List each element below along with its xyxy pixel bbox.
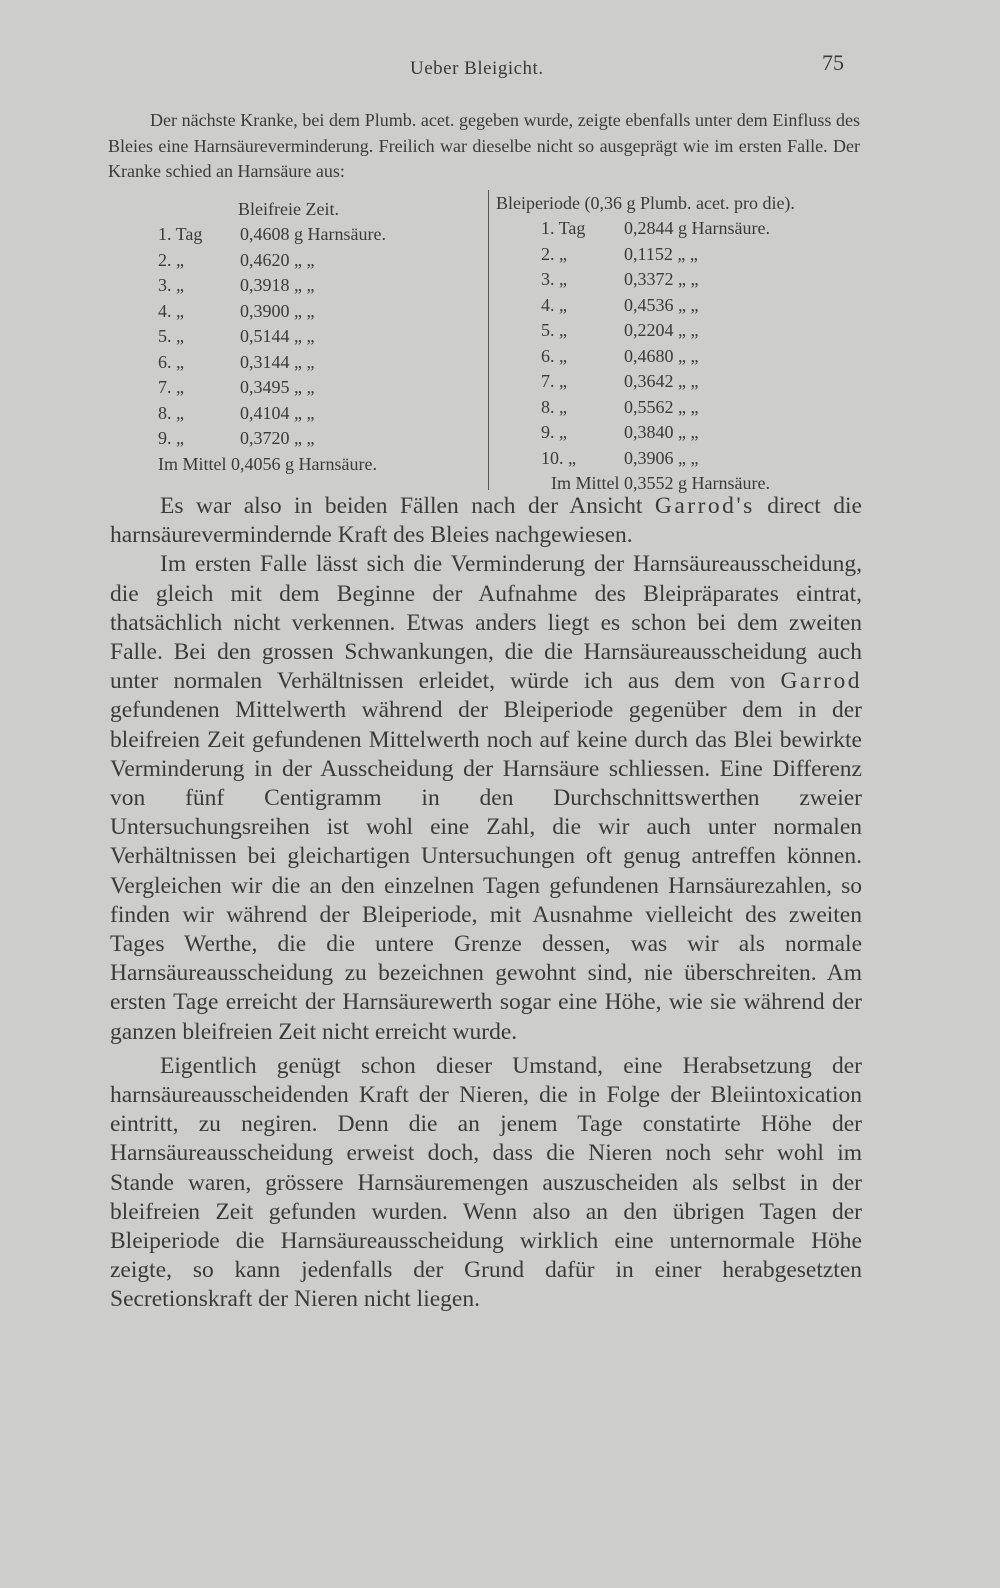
lead-free-column [158,196,488,477]
day-value: 0,1152 „ „ [624,243,698,264]
table-row [158,248,488,274]
lead-period-heading: Bleiperiode (0,36 g Plumb. acet. pro die). [496,193,795,213]
text-run: Es war also in beiden Fällen nach der Ansicht [160,493,655,519]
text-run: direct die harnsäurevermindernde Kraft des Bleies nachgewiesen. [110,493,862,549]
day-label: 1. Tag [541,218,586,238]
day-value: 0,3372 „ „ [624,269,699,289]
day-label: 6. „ [541,345,567,366]
day-label: 7. „ [541,371,567,391]
table-row [496,216,876,242]
lead-free-heading: Bleifreie Zeit. [238,199,339,219]
day-value: 0,4536 „ „ [624,294,699,315]
day-value: 0,2204 „ „ [624,320,699,340]
day-value: 0,3495 „ „ [240,377,315,397]
day-value: 0,3144 „ „ [240,351,315,372]
page-number: 75 [822,50,844,75]
day-value: 0,3840 „ „ [624,422,699,442]
day-value: 0,3720 „ „ [240,428,315,448]
day-label: 4. „ [541,294,567,315]
table-row [496,293,876,319]
table-row [158,299,488,325]
table-row [496,267,876,293]
day-label: 3. „ [541,269,567,289]
lead-period-mean: Im Mittel 0,3552 g Harnsäure. [551,473,770,493]
day-value: 0,4620 „ „ [240,249,315,270]
table-row [158,350,488,376]
text-run: Im ersten Falle lässt sich die Verminderung der Harnsäureausscheidung, die gleich mit dem Beginne der Aufnahme des Bleipräparates eintrat, thatsächlich nicht verkennen. Etwas anders liegt es schon bei dem zweiten Falle. Bei den grossen Schwankungen, die die Harnsäureausscheidung auch unter normalen Verhältnissen erleidet, würde ich aus dem von [110,551,862,695]
table-row [158,273,488,299]
table-row [158,222,488,248]
day-label: 5. „ [541,320,567,340]
paragraph-final: Eigentlich genügt schon dieser Umstand, eine Herabsetzung der harnsäureausscheidenden Kraft der Nieren, die in Folge der Bleiintoxication eintritt, zu negiren. Denn die an jenem Tage constatirte Höhe der Harnsäureausscheidung erweist doch, dass die Nieren noch sehr wohl im Stande waren, grössere Harnsäuremengen auszuscheiden als selbst in der bleifreien Zeit gefunden wurden. Wenn also an den übrigen Tagen der Bleiperiode die Harnsäureausscheidung wirklich eine unternormale Höhe zeigte, so kann jedenfalls der Grund dafür in einer herabgesetzten Secretionskraft der Nieren nicht liegen. [110,1052,862,1313]
table-row [496,242,876,268]
table-row [496,420,876,446]
intro-text: Der nächste Kranke, bei dem Plumb. acet. gegeben wurde, zeigte ebenfalls unter dem Einfluss des Bleies eine Harnsäureverminderung. Freilich war dieselbe nicht so ausgeprägt wie im ersten Falle. Der Kranke schied an Harnsäure aus: [108,110,860,181]
lead-period-column [496,190,876,497]
intro-paragraph [108,108,860,185]
day-value: 0,2844 g Harnsäure. [624,218,770,238]
day-label: 5. „ [158,326,184,346]
day-label: 9. „ [158,428,184,448]
day-value: 0,4104 „ „ [240,402,315,423]
author-name: Garrod's [654,493,755,519]
day-value: 0,3642 „ „ [624,371,699,391]
day-label: 10. „ [541,447,576,468]
day-label: 2. „ [158,249,184,270]
table-row [496,446,876,472]
day-value: 0,4680 „ „ [624,345,699,366]
day-value: 0,5562 „ „ [624,396,699,417]
day-label: 9. „ [541,422,567,442]
table-row [496,344,876,370]
table-row [496,395,876,421]
table-row [158,375,488,401]
lead-free-mean: Im Mittel 0,4056 g Harnsäure. [158,453,377,474]
lead-free-rows [158,222,488,452]
paragraph-analysis [110,550,862,1046]
lead-period-rows [496,216,876,471]
table-row [158,401,488,427]
day-label: 1. Tag [158,224,203,244]
day-label: 4. „ [158,300,184,321]
column-divider [488,190,489,490]
text-run: gefundenen Mittelwerth während der Bleiperiode gegenüber dem in der bleifreien Zeit gefundenen Mittelwerth noch auf keine durch das Blei bewirkte Verminderung in der Ausscheidung der Harnsäure schliessen. Eine Differenz von fünf Centigramm in den Durchschnittswerthen zweier Untersuchungsreihen ist wohl eine Zahl, die wir auch unter normalen Verhältnissen bei gleichartigen Untersuchungen oft genug antreffen können. Vergleichen wir die an den einzelnen Tagen gefundenen Harnsäurezahlen, so finden wir während der Bleiperiode, mit Ausnahme vielleicht des zweiten Tages Werthe, die die untere Grenze dessen, was wir als normale Harnsäureausscheidung zu bezeichnen gewohnt sind, nie überschreiten. Am ersten Tage erreicht der Harnsäurewerth sogar eine Höhe, wie sie während der ganzen bleifreien Zeit nicht erreicht wurde. [110,697,862,1045]
day-value: 0,3906 „ „ [624,447,699,468]
running-title: Ueber Bleigicht. [410,58,544,79]
day-value: 0,4608 g Harnsäure. [240,224,386,244]
day-label: 7. „ [158,377,184,397]
table-row [158,324,488,350]
day-label: 2. „ [541,243,567,264]
day-value: 0,3918 „ „ [240,275,315,295]
day-label: 8. „ [541,396,567,417]
day-label: 3. „ [158,275,184,295]
author-name: Garrod [780,668,862,695]
table-row [496,318,876,344]
day-label: 6. „ [158,351,184,372]
day-label: 8. „ [158,402,184,423]
table-row [496,369,876,395]
body-text [110,492,862,1315]
uric-acid-table [108,190,868,495]
day-value: 0,5144 „ „ [240,326,315,346]
day-value: 0,3900 „ „ [240,300,315,321]
paragraph-conclusion [110,492,862,550]
table-row [158,426,488,452]
